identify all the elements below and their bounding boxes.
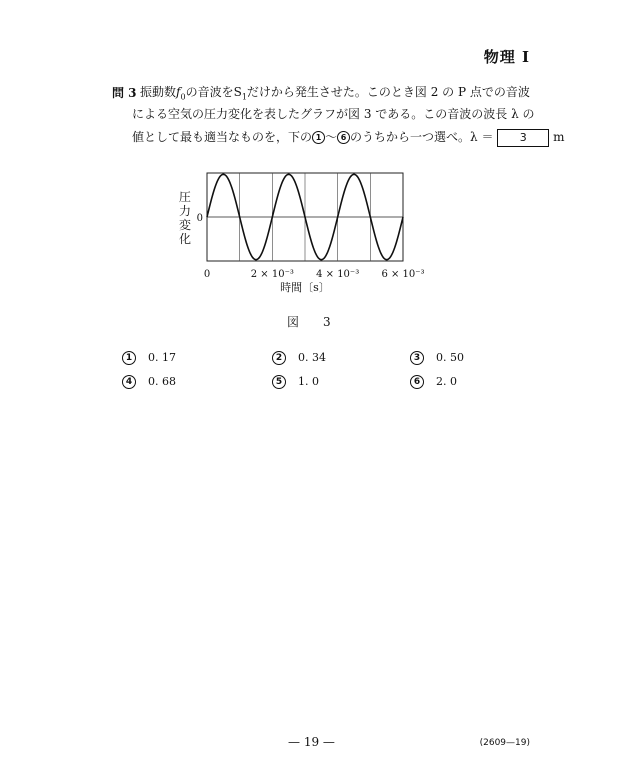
page-number: — 19 —: [288, 735, 335, 749]
figure-caption: 図 3: [287, 315, 337, 329]
circled-number-icon: 1: [122, 351, 136, 365]
text-segment: の音波を: [185, 85, 234, 99]
choice-value: 0. 17: [148, 351, 176, 364]
tilde: ～: [325, 130, 338, 144]
question-label: 問 3: [112, 86, 137, 100]
choice-4[interactable]: [122, 375, 176, 389]
choices-list: [122, 351, 502, 401]
choice-6[interactable]: [410, 375, 457, 389]
choice-value: 0. 68: [148, 375, 176, 388]
question-line-3: [132, 128, 565, 147]
text-segment: だけから発生させた。このとき図 2 の P 点での音波: [246, 85, 530, 99]
text-segment: のうちから一つ選べ。λ ＝: [350, 130, 494, 144]
choice-3[interactable]: [410, 351, 464, 365]
pressure-chart: [190, 165, 450, 305]
text-segment: 振動数: [140, 85, 177, 99]
unit: m: [553, 130, 565, 144]
circled-number-icon: 4: [122, 375, 136, 389]
choice-2[interactable]: [272, 351, 326, 365]
circled-number-icon: 6: [337, 131, 350, 144]
circled-number-icon: 1: [312, 131, 325, 144]
choice-value: 0. 34: [298, 351, 326, 364]
freq-symbol: f: [176, 85, 181, 99]
y-zero-label: 0: [196, 213, 203, 224]
question-line-2: による空気の圧力変化を表したグラフが図 3 である。この音波の波長 λ の: [132, 107, 535, 121]
question-line-1: [140, 83, 530, 106]
text-segment: 値として最も適当なものを，下の: [132, 130, 313, 144]
circled-number-icon: 3: [410, 351, 424, 365]
choice-value: 2. 0: [436, 375, 457, 388]
subject-title: 物理 I: [483, 48, 530, 66]
source-subscript: 1: [241, 92, 247, 102]
freq-subscript: 0: [180, 92, 186, 102]
source-symbol: S: [233, 85, 242, 99]
answer-box: 3: [497, 129, 549, 147]
choice-5[interactable]: [272, 375, 319, 389]
x-tick-label: 4 × 10⁻³: [316, 269, 360, 280]
circled-number-icon: 6: [410, 375, 424, 389]
x-tick-label: 6 × 10⁻³: [381, 269, 425, 280]
x-tick-label: 0: [203, 269, 211, 280]
chart-ylabel: 圧力変化: [178, 190, 191, 246]
circled-number-icon: 2: [272, 351, 286, 365]
circled-number-icon: 5: [272, 375, 286, 389]
choice-value: 1. 0: [298, 375, 319, 388]
page-code: (2609—19): [479, 738, 530, 748]
choice-1[interactable]: [122, 351, 176, 365]
choice-value: 0. 50: [436, 351, 464, 364]
x-axis-label: 時間〔s〕: [280, 281, 330, 294]
x-tick-label: 2 × 10⁻³: [250, 269, 294, 280]
